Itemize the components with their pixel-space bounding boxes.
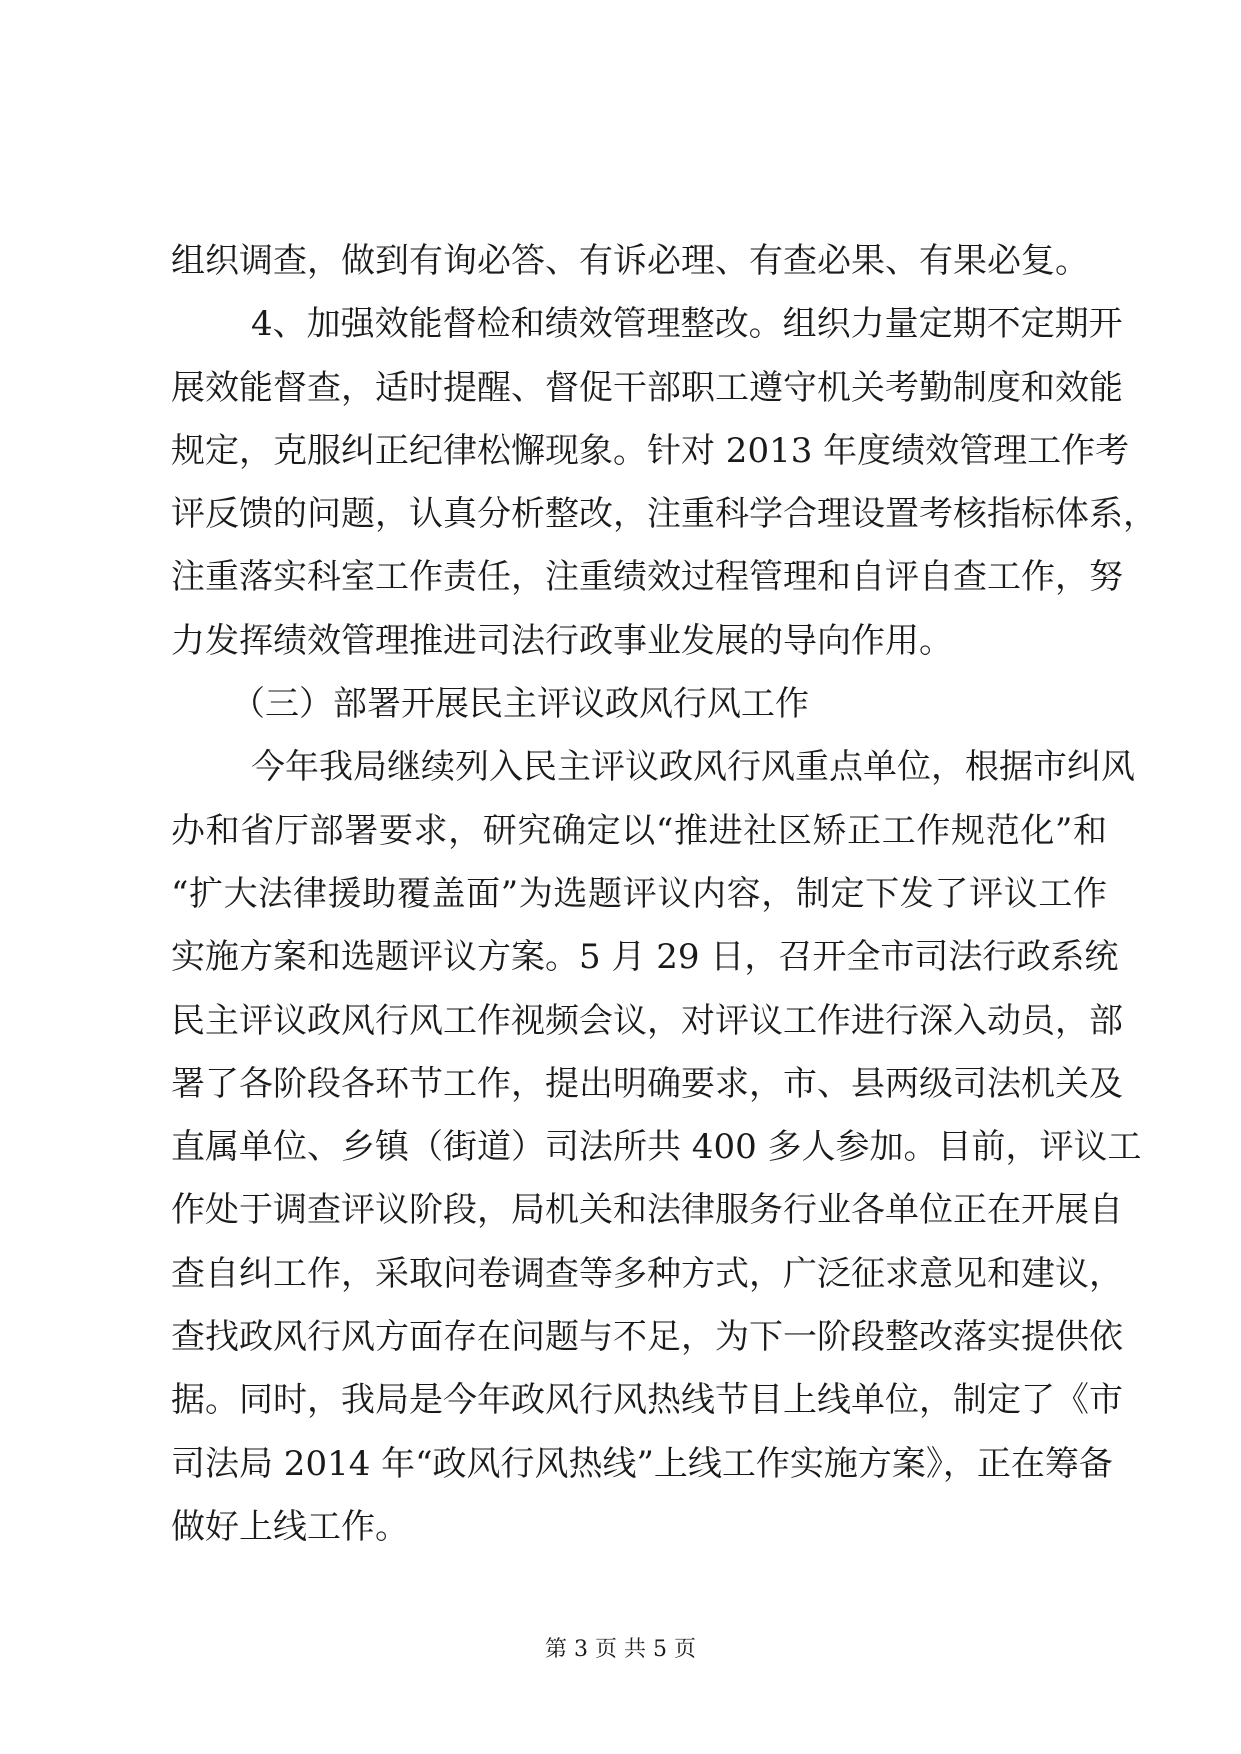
text-line: 据。同时，我局是今年政风行风热线节目上线单位，制定了《市 bbox=[171, 1380, 1123, 1421]
text-line: 署了各阶段各环节工作，提出明确要求，市、县两级司法机关及 bbox=[171, 1063, 1123, 1104]
text-line: 做好上线工作。 bbox=[171, 1506, 409, 1547]
text-line: 展效能督查，适时提醒、督促干部职工遵守机关考勤制度和效能 bbox=[171, 367, 1123, 408]
text-line: 作处于调查评议阶段，局机关和法律服务行业各单位正在开展自 bbox=[171, 1190, 1123, 1231]
paragraph bbox=[171, 736, 1142, 1559]
text-line: 今年我局继续列入民主评议政风行风重点单位，根据市纠风 bbox=[251, 747, 1135, 788]
text-line: 直属单位、乡镇（街道）司法所共 400 多人参加。目前，评议工 bbox=[171, 1127, 1142, 1168]
text-line: 办和省厅部署要求，研究确定以“推进社区矫正工作规范化”和 bbox=[171, 810, 1107, 851]
paragraph bbox=[171, 293, 1157, 673]
text-line: 实施方案和选题评议方案。5 月 29 日，召开全市司法行政系统 bbox=[171, 937, 1119, 978]
text-line: “扩大法律援助覆盖面”为选题评议内容，制定下发了评议工作 bbox=[171, 873, 1107, 914]
text-line: 注重落实科室工作责任，注重绩效过程管理和自评自查工作，努 bbox=[171, 557, 1123, 598]
text-line: 评反馈的问题，认真分析整改，注重科学合理设置考核指标体系， bbox=[171, 494, 1157, 535]
page-number-footer: 第 3 页 共 5 页 bbox=[545, 1637, 696, 1662]
text-line: 司法局 2014 年“政风行风热线”上线工作实施方案》，正在筹备 bbox=[171, 1443, 1113, 1484]
section-heading bbox=[171, 673, 1107, 736]
document-body bbox=[171, 230, 1157, 1559]
paragraph bbox=[171, 230, 1107, 293]
text-line: 规定，克服纠正纪律松懈现象。针对 2013 年度绩效管理工作考 bbox=[171, 430, 1130, 471]
text-line: （三）部署开展民主评议政风行风工作 bbox=[231, 684, 809, 725]
text-line: 力发挥绩效管理推进司法行政事业发展的导向作用。 bbox=[171, 620, 953, 661]
text-line: 4、加强效能督检和绩效管理整改。组织力量定期不定期开 bbox=[251, 304, 1123, 345]
text-line: 民主评议政风行风工作视频会议，对评议工作进行深入动员，部 bbox=[171, 1000, 1123, 1041]
text-line: 查自纠工作，采取问卷调查等多种方式，广泛征求意见和建议， bbox=[171, 1253, 1123, 1294]
text-line: 查找政风行风方面存在问题与不足，为下一阶段整改落实提供依 bbox=[171, 1317, 1123, 1358]
text-line: 组织调查，做到有询必答、有诉必理、有查必果、有果必复。 bbox=[171, 241, 1089, 281]
